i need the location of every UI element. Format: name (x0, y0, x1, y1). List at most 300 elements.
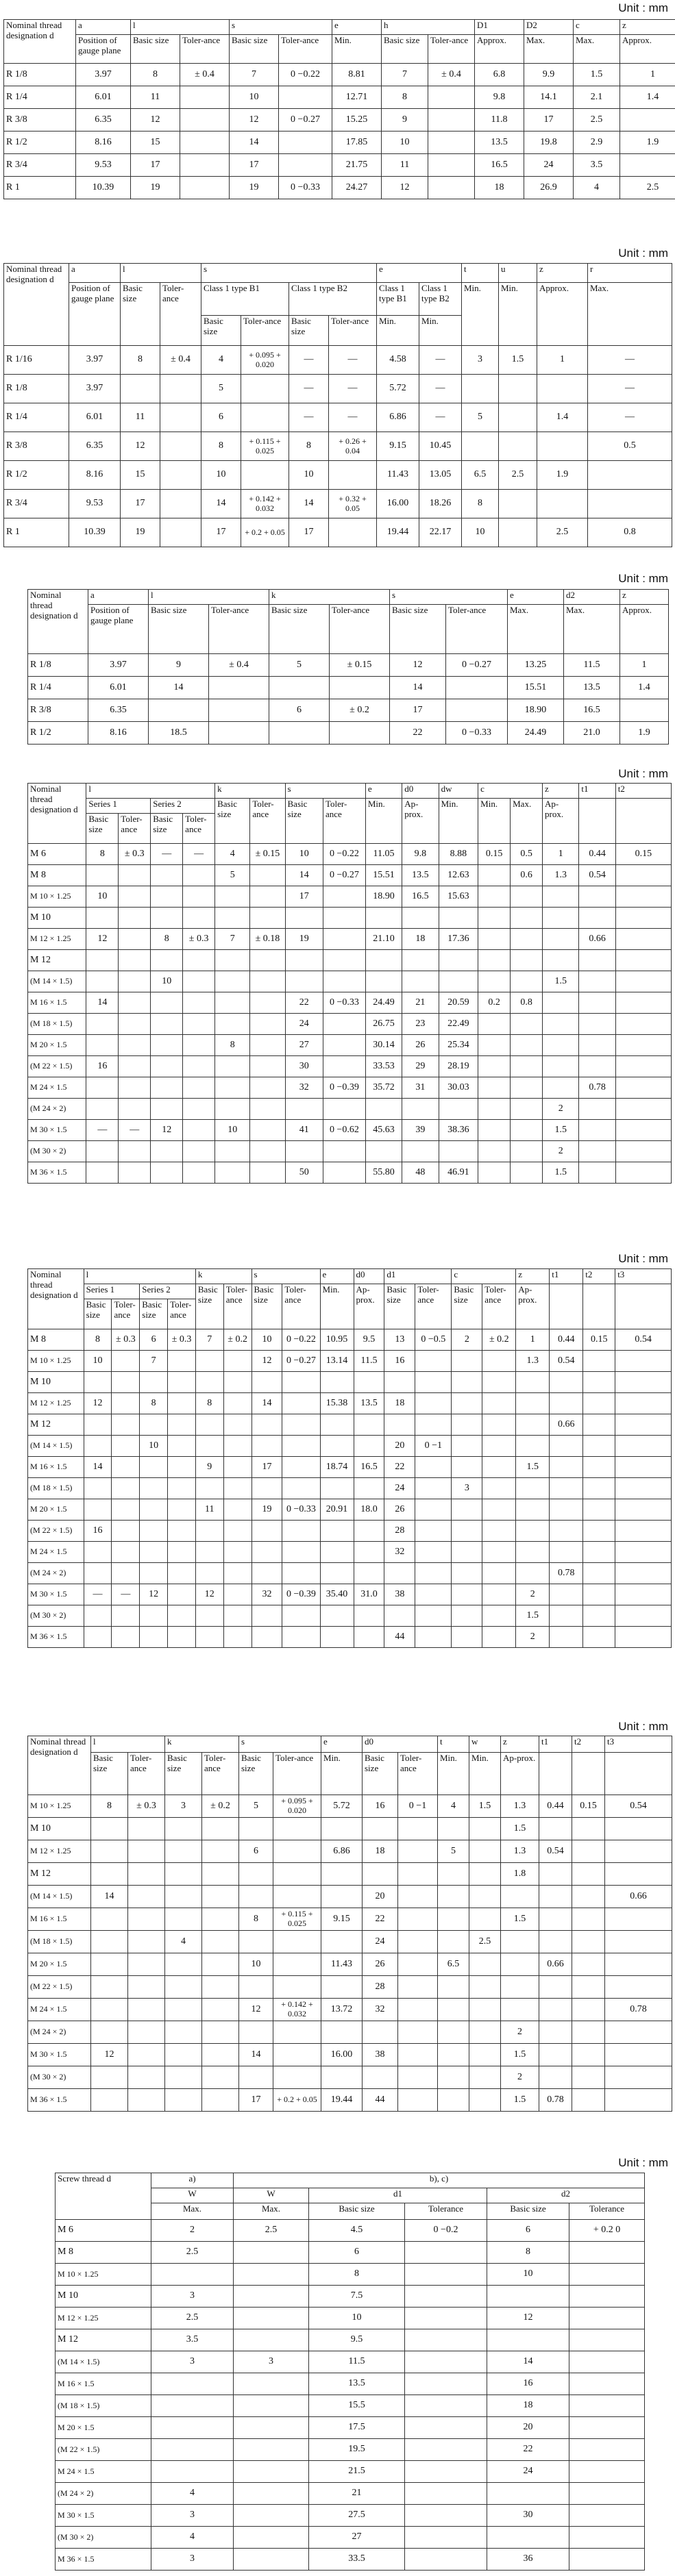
table-cell (550, 1605, 583, 1627)
table-cell: 7 (215, 929, 250, 950)
t6-header-w: w (469, 1736, 501, 1753)
t5-sub2: Basic size (140, 1299, 168, 1329)
t5-sub (615, 1284, 672, 1329)
table-cell (84, 1563, 112, 1584)
table-cell (428, 177, 475, 199)
table-cell: 11.43 (321, 1953, 363, 1976)
table-cell (620, 699, 669, 722)
table-cell: 22.49 (439, 1014, 478, 1035)
table-cell: 3 (165, 1795, 202, 1818)
table-row (28, 2021, 672, 2044)
table-cell: 39 (402, 1120, 439, 1141)
t4-sub2: Basic size (86, 814, 119, 844)
table-cell: 0 −0.22 (279, 64, 332, 86)
table-cell (128, 2066, 165, 2089)
t2-header-e: e (377, 264, 462, 283)
table-cell: 3.5 (574, 154, 620, 177)
table-cell (239, 1886, 273, 1908)
table-cell (615, 971, 671, 992)
table-row (28, 950, 672, 971)
table-cell (516, 1393, 550, 1414)
table-cell (446, 699, 508, 722)
table-cell (119, 971, 151, 992)
table-cell: 4 (165, 1931, 202, 1953)
table-cell: 8 (195, 1393, 223, 1414)
table-cell: 0.78 (579, 1077, 615, 1099)
table-cell: 12 (251, 1351, 282, 1372)
table-cell (615, 1141, 671, 1162)
table-cell (605, 2044, 672, 2066)
table-cell: 6 (201, 403, 241, 432)
table-cell: 30 (487, 2505, 569, 2527)
table-cell: 8.16 (69, 461, 121, 490)
table-cell (405, 2395, 487, 2417)
table-cell (579, 908, 615, 929)
t2-header-l: l (121, 264, 201, 283)
table-cell (539, 2066, 572, 2089)
table-cell: 11.8 (475, 109, 524, 132)
row-designation: (M 22 × 1.5) (28, 1976, 91, 1999)
t5-header-l: l (84, 1269, 195, 1284)
table-cell: 1.5 (501, 1818, 539, 1840)
table-cell (151, 908, 183, 929)
table-cell: — (84, 1584, 112, 1605)
table-cell (251, 1605, 282, 1627)
table-row (56, 2373, 645, 2395)
table-cell: 15.25 (332, 109, 382, 132)
table-cell: 13.25 (508, 654, 564, 677)
row-designation: (M 22 × 1.5) (28, 1521, 84, 1542)
table-cell (569, 2329, 645, 2351)
table-cell: 9.15 (377, 432, 419, 461)
table-cell (183, 1099, 215, 1120)
table-cell: 19.8 (524, 132, 574, 154)
table-cell (605, 1931, 672, 1953)
table-cell: 13.05 (419, 461, 462, 490)
table-cell (415, 1372, 452, 1393)
table-cell: + 0.26 + 0.04 (329, 432, 377, 461)
t1-sub: Basic size (230, 35, 279, 64)
table-cell: 18 (384, 1393, 415, 1414)
table-cell: 13.14 (320, 1351, 354, 1372)
table-cell: — (289, 403, 329, 432)
table-cell (320, 1542, 354, 1563)
table-cell: 24.49 (365, 992, 402, 1014)
table-cell: 7.5 (309, 2286, 405, 2308)
table-cell (398, 1976, 438, 1999)
t1-sub: Max. (574, 35, 620, 64)
table-row (28, 929, 672, 950)
table-cell: 13 (384, 1329, 415, 1351)
t2-header-u: u (499, 264, 537, 283)
table-cell (91, 2089, 128, 2112)
t7-header-a: a) (151, 2173, 234, 2188)
table-row (28, 1436, 672, 1457)
table-cell: — (419, 375, 462, 403)
table-cell (478, 1099, 511, 1120)
table-cell (569, 2373, 645, 2395)
table-cell (168, 1393, 196, 1414)
table-cell (273, 2044, 321, 2066)
table-cell (569, 2286, 645, 2308)
t2-sub: Class 1 type B2 (289, 283, 377, 316)
table-cell (239, 1863, 273, 1886)
table-cell (569, 2505, 645, 2527)
t5-sub: Basic size (384, 1284, 415, 1329)
table-cell (438, 1999, 469, 2021)
table-cell: 21.75 (332, 154, 382, 177)
table-cell: 1.4 (620, 86, 675, 109)
t6-header-k: k (165, 1736, 239, 1753)
table-cell: 2.5 (537, 518, 588, 547)
table-cell: 11.5 (564, 654, 620, 677)
table-cell (183, 1141, 215, 1162)
row-designation: M 20 × 1.5 (56, 2417, 151, 2439)
table-cell: 9.53 (76, 154, 131, 177)
table-cell: 15 (121, 461, 160, 490)
table-cell (215, 1099, 250, 1120)
row-designation: (M 18 × 1.5) (28, 1014, 86, 1035)
table-cell (320, 1521, 354, 1542)
table-cell (282, 1605, 320, 1627)
table-cell: 6.8 (475, 64, 524, 86)
table-cell: 8 (309, 2264, 405, 2286)
table-cell (398, 2021, 438, 2044)
table-cell: — (119, 1120, 151, 1141)
table-cell: 16 (86, 1056, 119, 1077)
table-cell: 12 (84, 1393, 112, 1414)
table-cell (537, 375, 588, 403)
table-cell (482, 1351, 516, 1372)
table-cell: 22 (487, 2439, 569, 2461)
table-cell (321, 1976, 363, 1999)
table-cell: 14 (84, 1457, 112, 1478)
table-cell (363, 2021, 398, 2044)
table-cell: 8.81 (332, 64, 382, 86)
row-designation: M 12 × 1.25 (56, 2308, 151, 2329)
table-cell (511, 1162, 543, 1184)
table-cell: 6 (487, 2220, 569, 2242)
table-cell: 16 (487, 2373, 569, 2395)
table-row (4, 346, 672, 375)
table-cell: 4 (151, 2527, 234, 2549)
table-cell (165, 1976, 202, 1999)
table-cell: 9 (149, 654, 209, 677)
table-cell: 6 (239, 1840, 273, 1863)
table-cell (223, 1393, 251, 1414)
t2-sub2: Min. (419, 316, 462, 346)
t1-sub: Basic size (382, 35, 428, 64)
table-cell: 10 (382, 132, 428, 154)
table-cell (438, 2021, 469, 2044)
table-cell: 8 (487, 2242, 569, 2264)
t2-sub2: Toler-ance (241, 316, 289, 346)
table-cell (615, 886, 671, 908)
table-cell (250, 1099, 285, 1120)
table-cell (140, 1605, 168, 1627)
table-cell (119, 865, 151, 886)
table-cell (579, 1141, 615, 1162)
t5-sub: Toler-ance (282, 1284, 320, 1329)
table-cell: 1.5 (543, 971, 579, 992)
table-cell (438, 1886, 469, 1908)
table-row (28, 1563, 672, 1584)
table-cell: 17 (285, 886, 323, 908)
table-cell: 0 −0.22 (323, 844, 366, 865)
table-cell: 2.1 (574, 86, 620, 109)
table-cell (615, 1584, 672, 1605)
table-cell: 15 (131, 132, 180, 154)
table-cell (579, 886, 615, 908)
table-cell: 10 (201, 461, 241, 490)
table-row (28, 1999, 672, 2021)
table-cell: 0 −0.62 (323, 1120, 366, 1141)
t3-sub: Basic size (390, 605, 446, 654)
table-cell (605, 1953, 672, 1976)
table-cell: 12 (230, 109, 279, 132)
table-cell (215, 886, 250, 908)
table-cell: 21 (402, 992, 439, 1014)
table-cell (583, 1563, 615, 1584)
table-cell: ± 0.2 (223, 1329, 251, 1351)
row-designation: (M 14 × 1.5) (56, 2351, 151, 2373)
table-cell (439, 971, 478, 992)
table-cell (511, 929, 543, 950)
table-cell (128, 1908, 165, 1931)
table-cell: 12 (140, 1584, 168, 1605)
table-cell (160, 403, 201, 432)
table-cell: ± 0.4 (209, 654, 269, 677)
table-2 (3, 263, 672, 547)
table-cell (469, 1886, 501, 1908)
t2-sub: Class 1 type B1 (201, 283, 289, 316)
table-cell: 15.51 (365, 865, 402, 886)
table-cell (320, 1436, 354, 1457)
table-cell (86, 908, 119, 929)
table-cell (478, 1035, 511, 1056)
row-designation: M 6 (56, 2220, 151, 2242)
table-cell (215, 1162, 250, 1184)
table-cell (384, 1563, 415, 1584)
t5-sub: Toler-ance (223, 1284, 251, 1329)
table-cell: 27.5 (309, 2505, 405, 2527)
table-cell (128, 1863, 165, 1886)
table-cell (323, 1162, 366, 1184)
table-cell (140, 1521, 168, 1542)
table-cell (151, 886, 183, 908)
table-cell: 14 (390, 677, 446, 699)
t6-sub: Min. (438, 1753, 469, 1795)
table-cell: 3 (151, 2286, 234, 2308)
table-cell (402, 950, 439, 971)
table-cell (478, 865, 511, 886)
table-cell (119, 1141, 151, 1162)
table-row (28, 654, 669, 677)
table-cell: 9 (382, 109, 428, 132)
table-cell (165, 2066, 202, 2089)
table-cell: 0.15 (615, 844, 671, 865)
table-cell (615, 1414, 672, 1436)
t6-header-t1: t1 (539, 1736, 572, 1753)
t5-header-s: s (251, 1269, 320, 1284)
table-cell: 1.5 (543, 1120, 579, 1141)
table-cell: — (329, 375, 377, 403)
table-cell (223, 1542, 251, 1563)
table-cell: 0.5 (588, 432, 672, 461)
table-cell (195, 1521, 223, 1542)
table-cell: 11.05 (365, 844, 402, 865)
table-cell (86, 950, 119, 971)
table-cell (112, 1521, 140, 1542)
table-row (56, 2242, 645, 2264)
table-cell (583, 1478, 615, 1499)
table-cell (501, 1999, 539, 2021)
row-designation: (M 30 × 2) (28, 2066, 91, 2089)
table-cell (128, 1976, 165, 1999)
table-cell: 16.5 (354, 1457, 384, 1478)
table-cell (183, 992, 215, 1014)
table-cell: 24 (487, 2461, 569, 2483)
table-cell (239, 2066, 273, 2089)
table-cell (569, 2439, 645, 2461)
table-cell (569, 2417, 645, 2439)
table-cell: 10 (289, 461, 329, 490)
t4-header-z: z (543, 784, 579, 799)
table-cell (543, 992, 579, 1014)
t1-header-h: h (382, 20, 475, 35)
table-cell: 0.66 (605, 1886, 672, 1908)
table-cell: 1.5 (516, 1457, 550, 1478)
table-cell (215, 1141, 250, 1162)
table-cell (151, 1056, 183, 1077)
table-cell (405, 2461, 487, 2483)
table-cell: 17 (121, 490, 160, 518)
table-row (28, 1840, 672, 1863)
t3-header-l: l (149, 590, 269, 605)
table-cell (588, 461, 672, 490)
table-cell (415, 1521, 452, 1542)
table-cell: 17 (251, 1457, 282, 1478)
t1-header-e: e (332, 20, 382, 35)
t5-header-t2: t2 (583, 1269, 615, 1284)
table-cell (215, 1056, 250, 1077)
table-cell (615, 992, 671, 1014)
t6-sub: Basic size (363, 1753, 398, 1795)
table-cell (151, 2439, 234, 2461)
t6-header-s: s (239, 1736, 321, 1753)
table-cell (282, 1393, 320, 1414)
table-cell: 20 (487, 2417, 569, 2439)
table-cell (415, 1627, 452, 1648)
t6-sub: Ap-prox. (501, 1753, 539, 1795)
table-cell (482, 1414, 516, 1436)
t6-sub (605, 1753, 672, 1795)
table-cell (183, 1162, 215, 1184)
t5-sub2: Toler-ance (112, 1299, 140, 1329)
table-cell: 10 (140, 1436, 168, 1457)
table-cell: 9.5 (309, 2329, 405, 2351)
table-cell: 3.5 (151, 2329, 234, 2351)
table-cell: ± 0.4 (428, 64, 475, 86)
table-cell (239, 2021, 273, 2044)
table-cell (323, 1035, 366, 1056)
table-cell: 15.63 (439, 886, 478, 908)
unit-label-3: Unit : mm (618, 572, 668, 585)
table-row (28, 2089, 672, 2112)
table-cell: 1.5 (574, 64, 620, 86)
table-cell: 10 (230, 86, 279, 109)
table-cell: 19 (131, 177, 180, 199)
table-cell (234, 2439, 309, 2461)
t5-sub: Series 1 (84, 1284, 140, 1299)
t6-header-z: z (501, 1736, 539, 1753)
t3-sub: Toler-ance (446, 605, 508, 654)
table-cell (112, 1563, 140, 1584)
table-cell: 7 (195, 1329, 223, 1351)
table-row (28, 1605, 672, 1627)
row-designation: R 3/4 (4, 154, 76, 177)
table-cell: 6.01 (76, 86, 131, 109)
table-cell (202, 1931, 239, 1953)
table-cell: 14 (149, 677, 209, 699)
table-cell (572, 2044, 605, 2066)
table-cell: 8 (151, 929, 183, 950)
table-cell (583, 1372, 615, 1393)
table-cell: ± 0.15 (250, 844, 285, 865)
table-cell (128, 1999, 165, 2021)
table-cell (282, 1627, 320, 1648)
table-row (4, 490, 672, 518)
table-cell: 44 (384, 1627, 415, 1648)
t7-sub2: Tolerance (405, 2203, 487, 2220)
table-cell: ± 0.3 (183, 929, 215, 950)
table-cell (128, 1818, 165, 1840)
t5-header-designation: Nominal thread designation d (28, 1269, 84, 1329)
table-cell (539, 1931, 572, 1953)
table-cell (543, 1056, 579, 1077)
table-cell: 10.39 (76, 177, 131, 199)
table-cell (572, 1840, 605, 1863)
t4-sub2: Basic size (151, 814, 183, 844)
table-cell (615, 1077, 671, 1099)
t5-sub: Toler-ance (482, 1284, 516, 1329)
t3-sub: Max. (564, 605, 620, 654)
unit-label-1: Unit : mm (618, 1, 668, 14)
table-cell: 17 (390, 699, 446, 722)
table-cell (452, 1351, 482, 1372)
table-cell (615, 1436, 672, 1457)
table-cell: — (86, 1120, 119, 1141)
table-cell (223, 1351, 251, 1372)
table-cell (572, 1886, 605, 1908)
table-cell (539, 2044, 572, 2066)
table-cell (405, 2308, 487, 2329)
t6-sub (539, 1753, 572, 1795)
table-row (28, 908, 672, 929)
table-cell (550, 1499, 583, 1521)
table-cell: + 0.2 0 (569, 2220, 645, 2242)
table-cell: 10 (309, 2308, 405, 2329)
t2-sub: Min. (499, 283, 537, 346)
table-cell: 10 (251, 1329, 282, 1351)
t3-sub: Toler-ance (209, 605, 269, 654)
table-cell (320, 1372, 354, 1393)
table-cell: 23 (402, 1014, 439, 1035)
table-cell (365, 950, 402, 971)
table-cell (501, 1976, 539, 1999)
t3-sub: Max. (508, 605, 564, 654)
t5-header-t3: t3 (615, 1269, 672, 1284)
